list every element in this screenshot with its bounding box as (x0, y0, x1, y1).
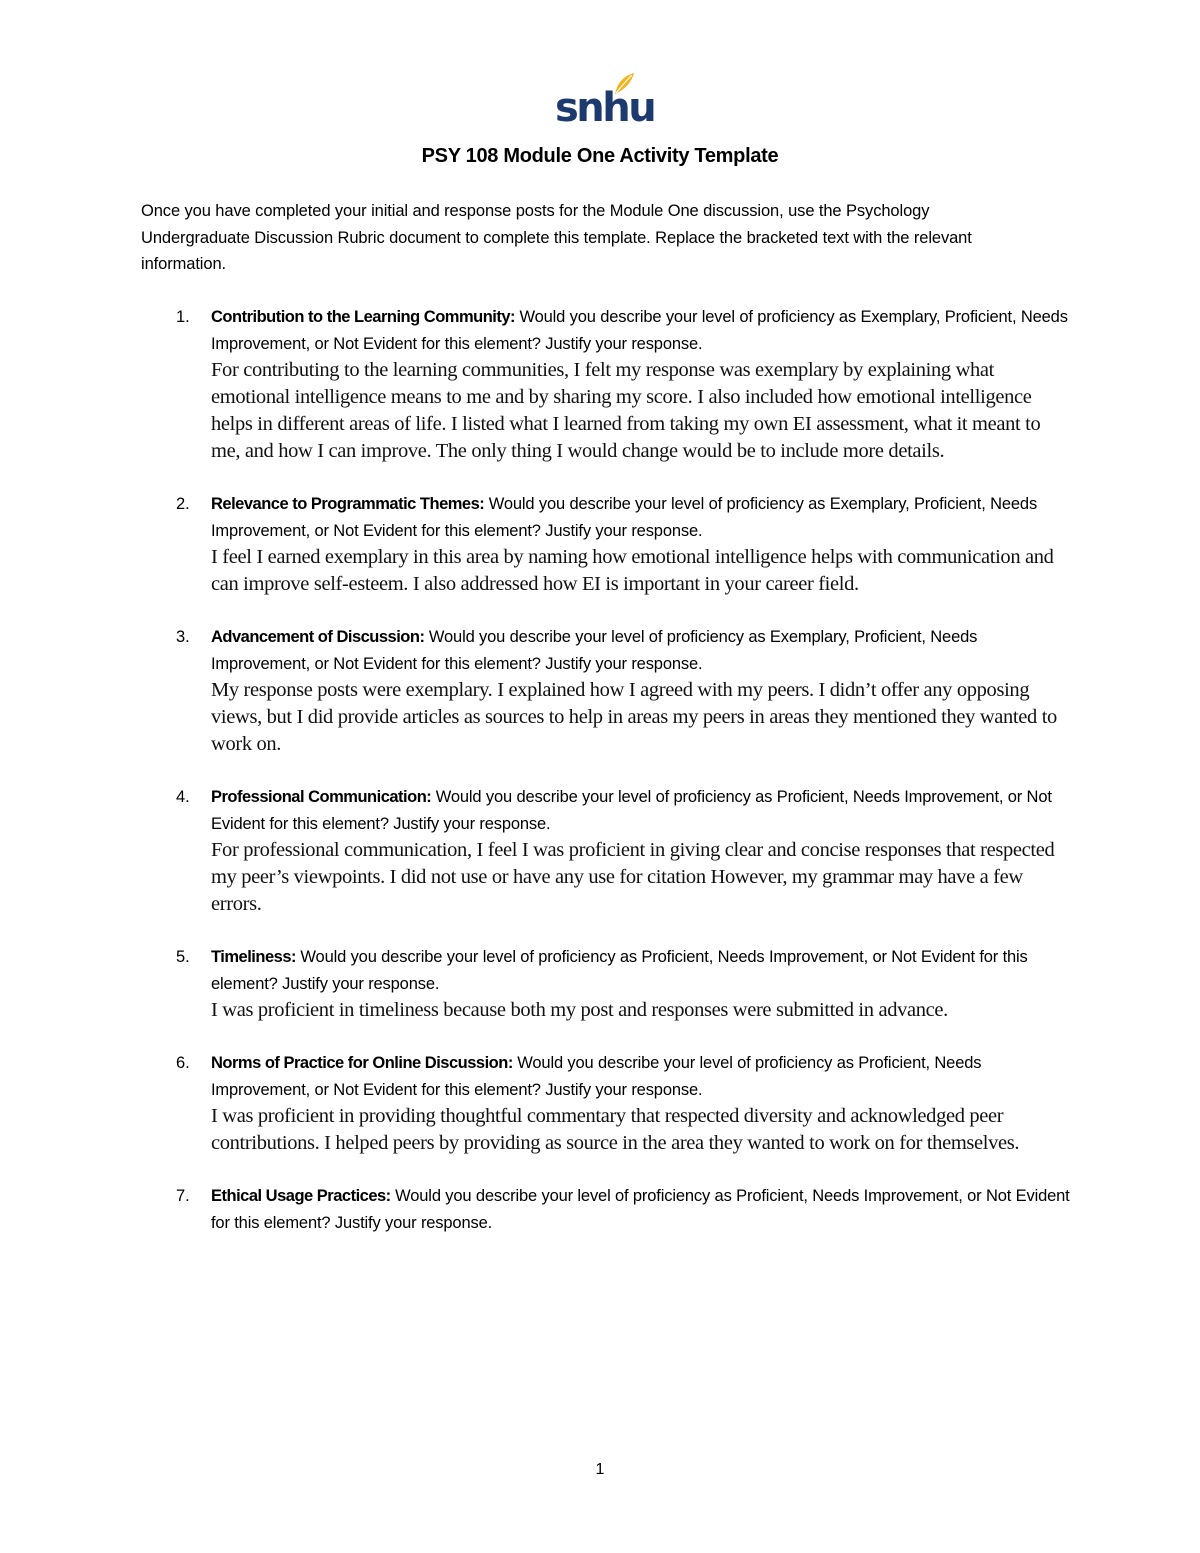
item-question: Would you describe your level of proficiency as Exemplary, Proficient, Needs Improvement, or Not Evident for this element? Justify your response. (211, 495, 1038, 540)
item-answer: For professional communication, I feel I was proficient in giving clear and concise responses that respected my peer’s viewpoints. I did not use or have any use for citation However, my grammar may have a few errors. (211, 839, 1055, 915)
page-title: PSY 108 Module One Activity Template (421, 145, 779, 167)
item-number: 5. (176, 948, 190, 966)
item-prompt (211, 944, 1071, 997)
item-question: Would you describe your level of proficiency as Proficient, Needs Improvement, or Not Evident for this element? Justify your response. (211, 948, 1028, 993)
item-number: 2. (176, 495, 190, 513)
item-label: Advancement of Discussion: (211, 628, 425, 646)
item-label: Timeliness: (211, 948, 296, 966)
item-number: 6. (176, 1054, 190, 1072)
list-item-2 (0, 491, 1071, 598)
item-number: 4. (176, 788, 190, 806)
item-number: 1. (176, 308, 190, 326)
item-answer: I was proficient in timeliness because both my post and responses were submitted in advance. (211, 999, 948, 1021)
list-item-6 (0, 1050, 1071, 1157)
item-question: Would you describe your level of proficiency as Proficient, Needs Improvement, or Not Evident for this element? Justify your response. (211, 788, 1052, 833)
item-answer: I was proficient in providing thoughtful commentary that respected diversity and acknowledged peer contributions. I helped peers by providing as source in the area they wanted to work on for themselves. (211, 1105, 1020, 1154)
list-item-7 (0, 1183, 1071, 1236)
item-question: Would you describe your level of proficiency as Exemplary, Proficient, Needs Improvement, or Not Evident for this element? Justify your response. (211, 628, 978, 673)
item-label: Professional Communication: (211, 788, 432, 806)
item-prompt (211, 304, 1071, 357)
item-label: Relevance to Programmatic Themes: (211, 495, 485, 513)
item-answer: I feel I earned exemplary in this area by naming how emotional intelligence helps with communication and can improve self-esteem. I also addressed how EI is important in your career field. (211, 546, 1054, 595)
list-item-3 (0, 624, 1071, 758)
snhu-logo (555, 72, 655, 134)
logo-wordmark: snhu (555, 85, 655, 131)
intro-paragraph: Once you have completed your initial and response posts for the Module One discussion, use the Psychology Undergraduate Discussion Rubric document to complete this template. Replace the bracketed text with the relevant information. (141, 202, 972, 273)
item-prompt (211, 1050, 1071, 1103)
item-question: Would you describe your level of proficiency as Proficient, Needs Improvement, or Not Evident for this element? Justify your response. (211, 1187, 1070, 1232)
item-prompt (211, 784, 1071, 837)
item-prompt (211, 624, 1071, 677)
item-question: Would you describe your level of proficiency as Proficient, Needs Improvement, or Not Evident for this element? Justify your response. (211, 1054, 982, 1099)
item-prompt (211, 1183, 1071, 1236)
item-answer: For contributing to the learning communities, I felt my response was exemplary by explaining what emotional intelligence means to me and by sharing my score. I also included how emotional intelligence helps in different areas of life. I listed what I learned from taking my own EI assessment, what it meant to me, and how I can improve. The only thing I would change would be to include more details. (211, 359, 1041, 462)
item-label: Ethical Usage Practices: (211, 1187, 391, 1205)
item-prompt (211, 491, 1071, 544)
item-question: Would you describe your level of proficiency as Exemplary, Proficient, Needs Improvement, or Not Evident for this element? Justify your response. (211, 308, 1068, 353)
list-item-4 (0, 784, 1071, 918)
page-number: 1 (595, 1461, 605, 1478)
item-number: 7. (176, 1187, 190, 1205)
item-label: Contribution to the Learning Community: (211, 308, 516, 326)
list-item-1 (0, 304, 1071, 465)
rubric-list (0, 304, 1200, 1262)
list-item-5 (0, 944, 1071, 1024)
item-label: Norms of Practice for Online Discussion: (211, 1054, 513, 1072)
item-answer: My response posts were exemplary. I explained how I agreed with my peers. I didn’t offer any opposing views, but I did provide articles as sources to help in areas my peers in areas they mentioned they wanted to work on. (211, 679, 1057, 755)
item-number: 3. (176, 628, 190, 646)
